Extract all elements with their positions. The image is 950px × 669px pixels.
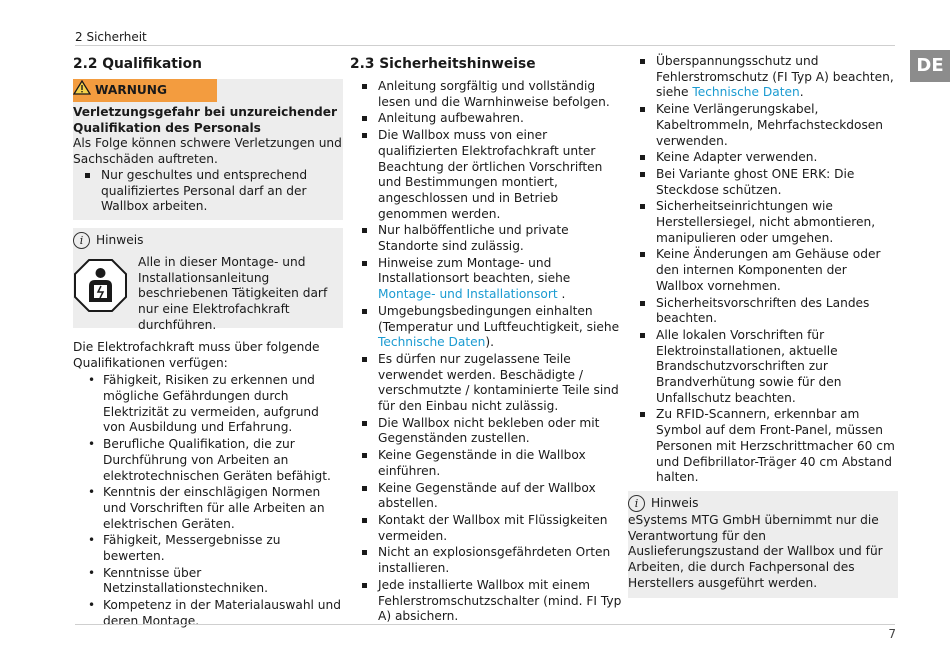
link-technical-data[interactable]: Technische Daten [378, 335, 486, 350]
column-safety [350, 55, 622, 626]
list-item: Alle lokalen Vorschriften für Elektroinstallationen, aktuelle Brandschutzvorschriften zur Brandverhütung sowie für den Unfallschutz beachten. [628, 328, 898, 407]
section-title-safety: 2.3 Sicherheitshinweise [350, 56, 536, 72]
list-item: • Kenntnisse über Netzinstallationstechniken. [73, 566, 343, 597]
hint-text: Alle in dieser Montage- und Installationsanleitung beschriebenen Tätigkeiten darf nur eine Elektrofachkraft durchführen. [138, 254, 328, 332]
qualification-list [73, 373, 343, 629]
list-item-text: Hinweise zum Montage- und Installationsort beachten, siehe [378, 255, 571, 286]
hint-label: Hinweis [651, 495, 699, 510]
list-item [350, 304, 622, 351]
hint-box [628, 491, 898, 598]
electrician-icon [73, 258, 128, 313]
footer-divider [75, 624, 895, 625]
safety-list-continued [628, 54, 898, 486]
warning-label [73, 79, 217, 102]
list-item [350, 256, 622, 303]
list-item: • Fähigkeit, Messergebnisse zu bewerten. [73, 533, 343, 564]
list-item: Jede installierte Wallbox mit einem Fehlerstromschutzschalter (mind. FI Typ A) absichern. [350, 578, 622, 625]
list-item-text: Überspannungsschutz und Fehlerstromschutz (FI Typ A) beachten, siehe [656, 54, 894, 100]
list-item-text: Umgebungsbedingungen einhalten (Temperatur und Luftfeuchtigkeit, siehe [378, 303, 620, 334]
list-item: Bei Variante ghost ONE ERK: Die Steckdose schützen. [628, 167, 898, 198]
warning-label-text: WARNUNG [95, 83, 168, 97]
list-item: Nur geschultes und entsprechend qualifiziertes Personal darf an der Wallbox arbeiten. [73, 168, 343, 215]
list-item: Kontakt der Wallbox mit Flüssigkeiten vermeiden. [350, 513, 622, 544]
list-item: Nur halböffentliche und private Standorte sind zulässig. [350, 223, 622, 254]
safety-list [350, 79, 622, 625]
list-item: Anleitung aufbewahren. [350, 111, 622, 127]
list-item [628, 54, 898, 101]
link-installation-location[interactable]: Montage- und Installationsort [378, 287, 558, 302]
running-header: 2 Sicherheit [75, 30, 895, 46]
list-item-text: ). [485, 335, 495, 350]
warning-triangle-icon [73, 80, 91, 102]
list-item: Keine Gegenstände auf der Wallbox abstellen. [350, 481, 622, 512]
list-item: • Kenntnis der einschlägigen Normen und Vorschriften für alle Arbeiten an elektrischen Geräten. [73, 485, 343, 532]
info-icon: i [628, 495, 645, 512]
column-qualification [73, 55, 343, 631]
list-item: Anleitung sorgfältig und vollständig lesen und die Warnhinweise befolgen. [350, 79, 622, 110]
list-item: • Kompetenz in der Materialauswahl und deren Montage. [73, 598, 343, 629]
list-item: Keine Gegenstände in die Wallbox einführen. [350, 448, 622, 479]
hint-text: eSystems MTG GmbH übernimmt nur die Verantwortung für den Auslieferungszustand der Wallbox und für Arbeiten, die durch Fachpersonal des Herstellers ausgeführt werden. [628, 512, 883, 590]
list-item: Keine Änderungen am Gehäuse oder den internen Komponenten der Wallbox vornehmen. [628, 247, 898, 294]
warning-list [73, 168, 343, 215]
qualification-intro: Die Elektrofachkraft muss über folgende Qualifikationen verfügen: [73, 339, 320, 370]
list-item: Es dürfen nur zugelassene Teile verwendet werden. Beschädigte / verschmutzte / kontaminierte Teile sind für den Einbau nicht zulässig. [350, 352, 622, 415]
list-item: Die Wallbox muss von einer qualifizierten Elektrofachkraft unter Beachtung der örtlichen Vorschriften und Bestimmungen montiert, angeschlossen und in Betrieb genommen werden. [350, 128, 622, 222]
list-item: Sicherheitsvorschriften des Landes beachten. [628, 296, 898, 327]
list-item: Zu RFID-Scannern, erkennbar am Symbol auf dem Front-Panel, müssen Personen mit Herzschrittmacher 60 cm und Defibrillator-Träger 40 cm Abstand halten. [628, 407, 898, 486]
info-icon: i [73, 232, 90, 249]
warning-text: Als Folge können schwere Verletzungen und Sachschäden auftreten. [73, 136, 342, 167]
list-item: • Fähigkeit, Risiken zu erkennen und mögliche Gefährdungen durch Elektrizität zu vermeiden, aufgrund von Ausbildung und Erfahrung. [73, 373, 343, 436]
column-safety-continued [628, 54, 898, 598]
page-number: 7 [888, 627, 896, 641]
language-tab: DE [910, 50, 950, 82]
list-item-text: . [557, 287, 566, 302]
warning-title: Verletzungsgefahr bei unzureichender Qualifikation des Personals [73, 105, 338, 135]
list-item: • Berufliche Qualifikation, die zur Durchführung von Arbeiten an elektrotechnischen Geräten befähigt. [73, 437, 343, 484]
link-technical-data[interactable]: Technische Daten [692, 85, 800, 100]
list-item: Sicherheitseinrichtungen wie Herstellersiegel, nicht abmontieren, manipulieren oder umgehen. [628, 199, 898, 246]
list-item: Die Wallbox nicht bekleben oder mit Gegenständen zustellen. [350, 416, 622, 447]
hint-box [73, 228, 343, 332]
hint-label: Hinweis [96, 232, 144, 247]
list-item-text: . [799, 85, 804, 100]
list-item: Nicht an explosionsgefährdeten Orten installieren. [350, 545, 622, 576]
section-title-qualification: 2.2 Qualifikation [73, 56, 202, 72]
warning-box [73, 79, 343, 220]
list-item: Keine Verlängerungskabel, Kabeltrommeln, Mehrfachsteckdosen verwenden. [628, 102, 898, 149]
list-item: Keine Adapter verwenden. [628, 150, 898, 166]
